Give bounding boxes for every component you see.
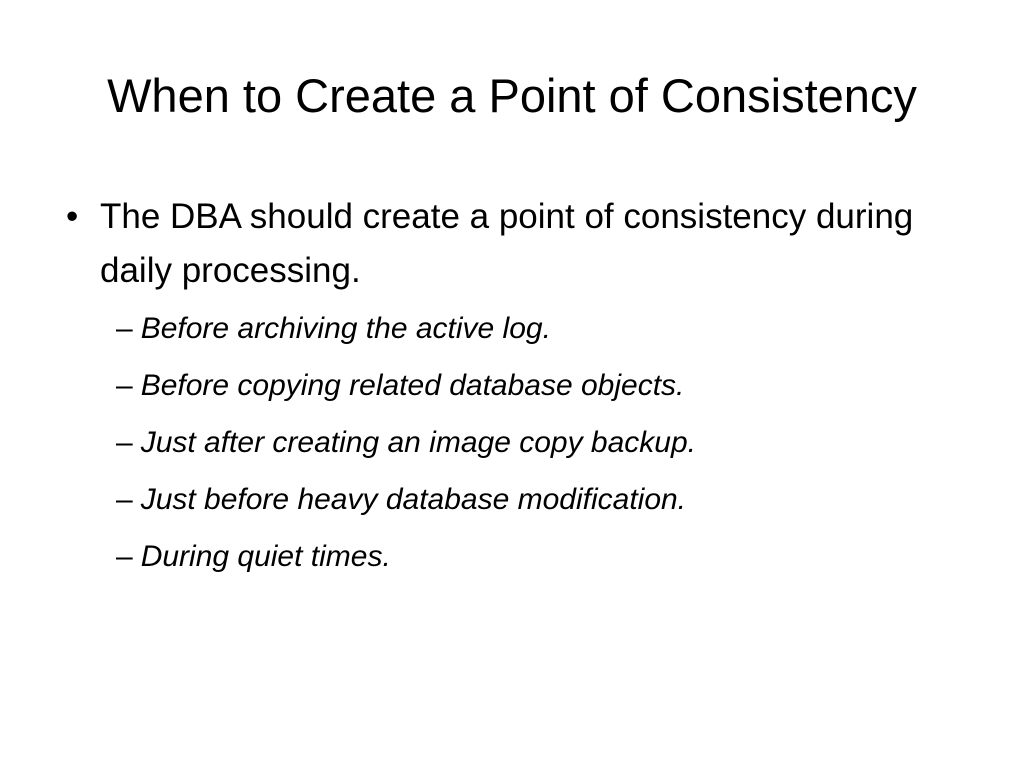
sub-bullet-dash: – (116, 483, 133, 516)
sub-bullet-item (116, 357, 966, 414)
sub-bullet-item (116, 528, 966, 585)
sub-bullet-item (116, 414, 966, 471)
sub-bullet-dash: – (116, 540, 133, 573)
sub-bullet-text: Just after creating an image copy backup. (140, 426, 696, 459)
bullet-text: The DBA should create a point of consistency during daily processing. (100, 197, 914, 290)
bullet-marker: • (66, 197, 79, 236)
bullet-item (66, 190, 966, 298)
sub-bullet-text: Before copying related database objects. (140, 369, 685, 402)
sub-bullet-dash: – (116, 426, 133, 459)
bullet-list (66, 190, 966, 298)
sub-bullet-text: Just before heavy database modification. (140, 483, 687, 516)
sub-bullet-list (116, 300, 966, 585)
sub-bullet-item (116, 471, 966, 528)
sub-bullet-text: During quiet times. (140, 540, 391, 573)
sub-bullet-dash: – (116, 312, 133, 345)
sub-bullet-item (116, 300, 966, 357)
sub-bullet-text: Before archiving the active log. (140, 312, 551, 345)
sub-bullet-dash: – (116, 369, 133, 402)
slide-title: When to Create a Point of Consistency (107, 69, 917, 122)
